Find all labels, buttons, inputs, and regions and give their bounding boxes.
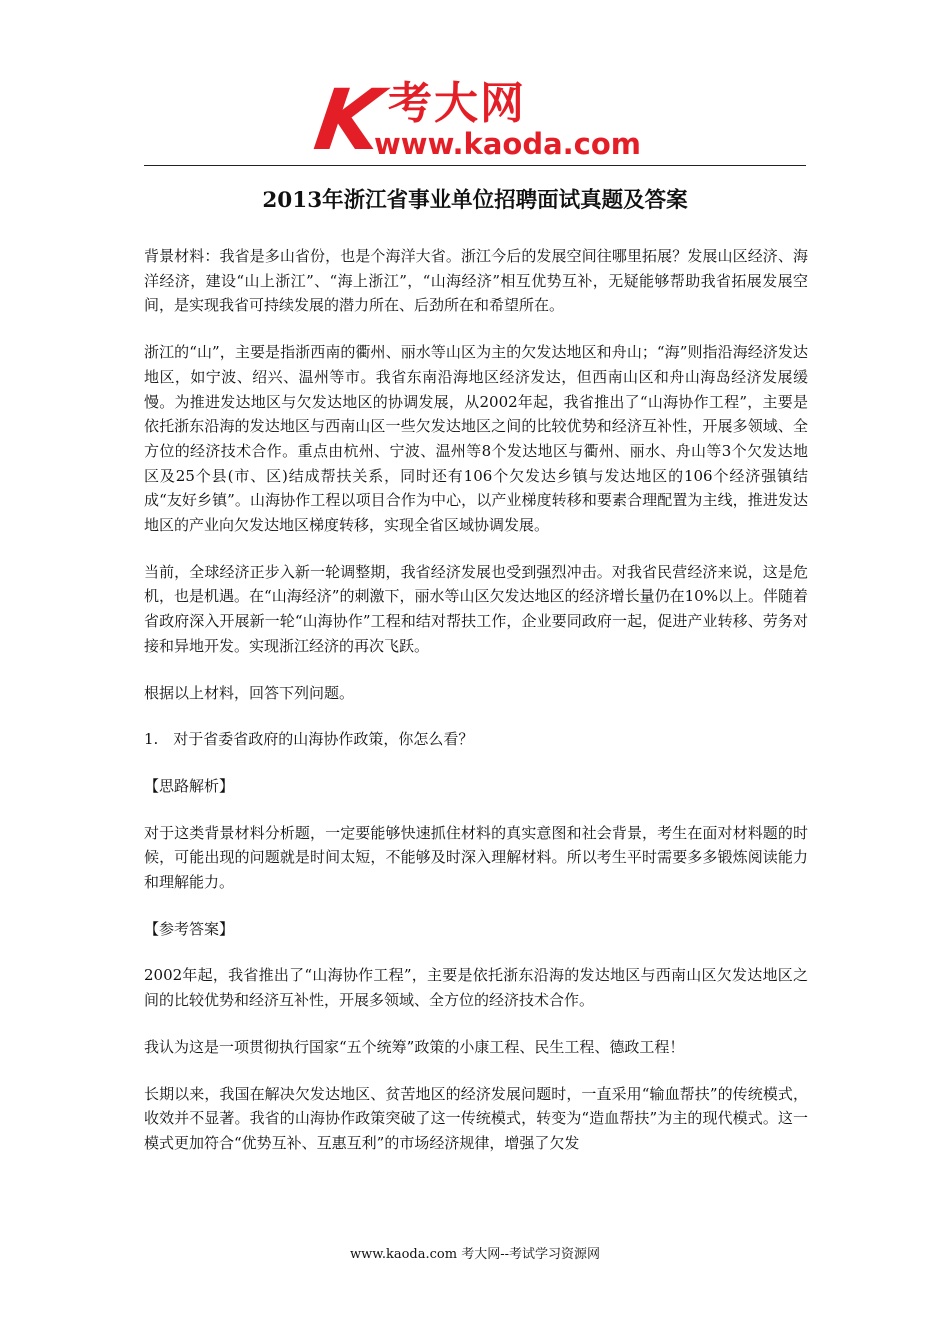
page-title: 2013年浙江省事业单位招聘面试真题及答案 [262,188,688,213]
header-divider [144,165,806,166]
paragraph-analysis: 对于这类背景材料分析题，一定要能够快速抓住材料的真实意图和社会背景，考生在面对材料题的时候，可能出现的问题就是时间太短，不能够及时深入理解材料。所以考生平时需要多多锻炼阅读能力和理解能力。 [144,823,808,892]
section-heading-answer: 【参考答案】 [144,919,235,938]
kaoda-logo [309,71,646,169]
logo-k-mark: K [309,71,388,169]
paragraph-answer-2: 我认为这是一项贯彻执行国家“五个统筹”政策的小康工程、民生工程、德政工程！ [144,1037,685,1056]
page-footer: www.kaoda.com 考大网--考试学习资源网 [350,1247,600,1262]
section-heading-analysis: 【思路解析】 [144,776,235,795]
paragraph-mountain-sea: 浙江的“山”，主要是指浙西南的衢州、丽水等山区为主的欠发达地区和舟山；“海”则指沿海经济发达地区，如宁波、绍兴、温州等市。我省东南沿海地区经济发达，但西南山区和舟山海岛经济发展缓慢。为推进发达地区与欠发达地区的协调发展，从2002年起，我省推出了“山海协作工程”，主要是依托浙东沿海的发达地区与西南山区一些欠发达地区之间的比较优势和经济互补性，开展多领域、全方位的经济技术合作。重点由杭州、宁波、温州等8个发达地区与衢州、丽水、舟山等3个欠发达地区及25个县(市、区)结成帮扶关系，同时还有106个欠发达乡镇与发达地区的106个经济强镇结成“友好乡镇”。山海协作工程以项目合作为中心，以产业梯度转移和要素合理配置为主线，推进发达地区的产业向欠发达地区梯度转移，实现全省区域协调发展。 [144,343,808,535]
paragraph-answer-1: 2002年起，我省推出了“山海协作工程”，主要是依托浙东沿海的发达地区与西南山区欠发达地区之间的比较优势和经济互补性，开展多领域、全方位的经济技术合作。 [144,966,808,1010]
paragraph-background: 背景材料：我省是多山省份，也是个海洋大省。浙江今后的发展空间往哪里拓展？发展山区经济、海洋经济，建设“山上浙江”、“海上浙江”，“山海经济”相互优势互补，无疑能够帮助我省拓展发展空间，是实现我省可持续发展的潜力所在、后劲所在和希望所在。 [144,247,808,315]
paragraph-answer-3: 长期以来，我国在解决欠发达地区、贫苦地区的经济发展问题时，一直采用“输血帮扶”的传统模式，收效并不显著。我省的山海协作政策突破了这一传统模式，转变为“造血帮扶”为主的现代模式。这一模式更加符合“优势互补、互惠互利”的市场经济规律，增强了欠发 [144,1084,808,1152]
paragraph-instruction: 根据以上材料，回答下列问题。 [144,683,355,702]
logo-name: 考大网 [388,78,526,129]
question-1: 1. 对于省委省政府的山海协作政策，你怎么看？ [144,730,474,749]
logo-url: www.kaoda.com [374,127,641,161]
document-body [144,244,808,1178]
paragraph-current-economy: 当前，全球经济正步入新一轮调整期，我省经济发展也受到强烈冲击。对我省民营经济来说，这是危机，也是机遇。在“山海经济”的刺激下，丽水等山区欠发达地区的经济增长量仍在10%以上。伴随着省政府深入开展新一轮“山海协作”工程和结对帮扶工作，企业要同政府一起，促进产业转移、劳务对接和异地开发。实现浙江经济的再次飞跃。 [144,562,808,655]
